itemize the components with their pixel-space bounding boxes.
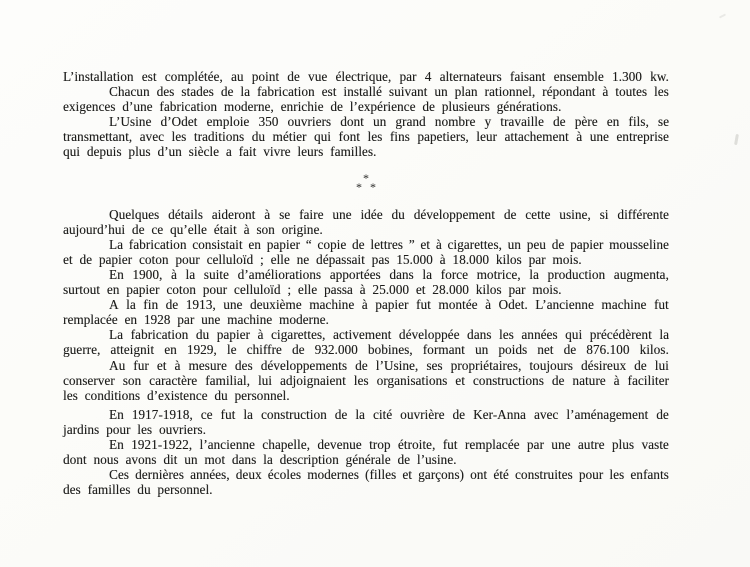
- text-line: jardins pour les ouvriers.: [63, 421, 206, 437]
- text-line: aujourd’hui de ce qu’elle était à son origine.: [63, 221, 323, 237]
- paragraph: [63, 69, 669, 84]
- text-line: L’Usine d’Odet emploie 350 ouvriers dont un grand nombre y travaille de père en fils, se: [109, 114, 669, 130]
- text-line: surtout en papier coton pour celluloïd ; elle passa à 25.000 et 28.000 kilos par mois.: [63, 282, 562, 298]
- scan-artifact: [734, 134, 739, 145]
- text-line: La fabrication du papier à cigarettes, activement développée dans les années qui précédèrent la: [109, 327, 669, 343]
- text-line: Au fur et à mesure des développements de l’Usine, ses propriétaires, toujours désireux de lui: [109, 357, 669, 373]
- asterisk: *: [355, 180, 362, 195]
- text-block: [63, 69, 669, 497]
- text-line: et de papier coton pour celluloïd ; elle ne dépassait pas 15.000 à 18.000 kilos par mois.: [63, 251, 582, 267]
- text-line: les conditions d’existence du personnel.: [63, 387, 290, 403]
- text-line: Quelques détails aideront à se faire une idée du développement de cette usine, si différente: [109, 206, 669, 222]
- text-line: En 1900, à la suite d’améliorations apportées dans la force motrice, la production augmenta,: [109, 266, 669, 282]
- asterisk: *: [370, 180, 377, 195]
- paragraph: [63, 437, 669, 467]
- text-line: remplacée en 1928 par une machine moderne.: [63, 312, 329, 328]
- paragraph: [63, 467, 669, 497]
- text-line: conserver son caractère familial, lui adjoignaient les organisations et constructions de nature à faciliter: [63, 372, 669, 388]
- text-line: En 1921-1922, l’ancienne chapelle, devenue trop étroite, fut remplacée par une autre plus vaste: [109, 436, 669, 452]
- text-line: guerre, atteignit en 1929, le chiffre de 932.000 bobines, formant un poids net de 876.100 kilos.: [63, 342, 669, 358]
- paragraph: [63, 327, 669, 357]
- paragraph: [63, 297, 669, 327]
- paragraph: [63, 407, 669, 437]
- asterisk-top: *: [362, 171, 370, 186]
- text-line: A la fin de 1913, une deuxième machine à papier fut montée à Odet. L’ancienne machine fut: [109, 297, 669, 313]
- text-line: transmettant, avec les traditions du métier qui font les fins papetiers, leur attachement à une entreprise: [63, 129, 669, 145]
- text-line: La fabrication consistait en papier “ copie de lettres ” et à cigarettes, un peu de papier mousseline: [109, 236, 669, 252]
- paragraph: [63, 114, 669, 159]
- text-line: L’installation est complétée, au point de vue électrique, par 4 alternateurs faisant ensemble 1.300 kw.: [63, 69, 669, 84]
- text-line: exigences d’une fabrication moderne, enrichie de l’expérience de plusieurs générations.: [63, 99, 562, 115]
- paragraph: [63, 267, 669, 297]
- paragraph: [63, 207, 669, 237]
- scan-artifact: [719, 13, 726, 18]
- paragraph: [63, 237, 669, 267]
- paragraph: [63, 84, 669, 114]
- asterism-divider: [63, 160, 669, 207]
- text-line: dont nous avons dit un mot dans la description générale de l’usine.: [63, 452, 457, 468]
- paragraph: [63, 358, 669, 403]
- text-line: des familles du personnel.: [63, 482, 213, 498]
- text-line: Chacun des stades de la fabrication est installé suivant un plan rationnel, répondant à toutes les: [109, 84, 669, 100]
- text-line: En 1917-1918, ce fut la construction de la cité ouvrière de Ker-Anna avec l’aménagement de: [109, 406, 669, 422]
- text-line: Ces dernières années, deux écoles modernes (filles et garçons) ont été construites pour les enfants: [109, 467, 669, 483]
- asterisk-bottom-row: [355, 180, 377, 195]
- text-line: qui depuis plus d’un siècle a fait vivre leurs familles.: [63, 144, 377, 160]
